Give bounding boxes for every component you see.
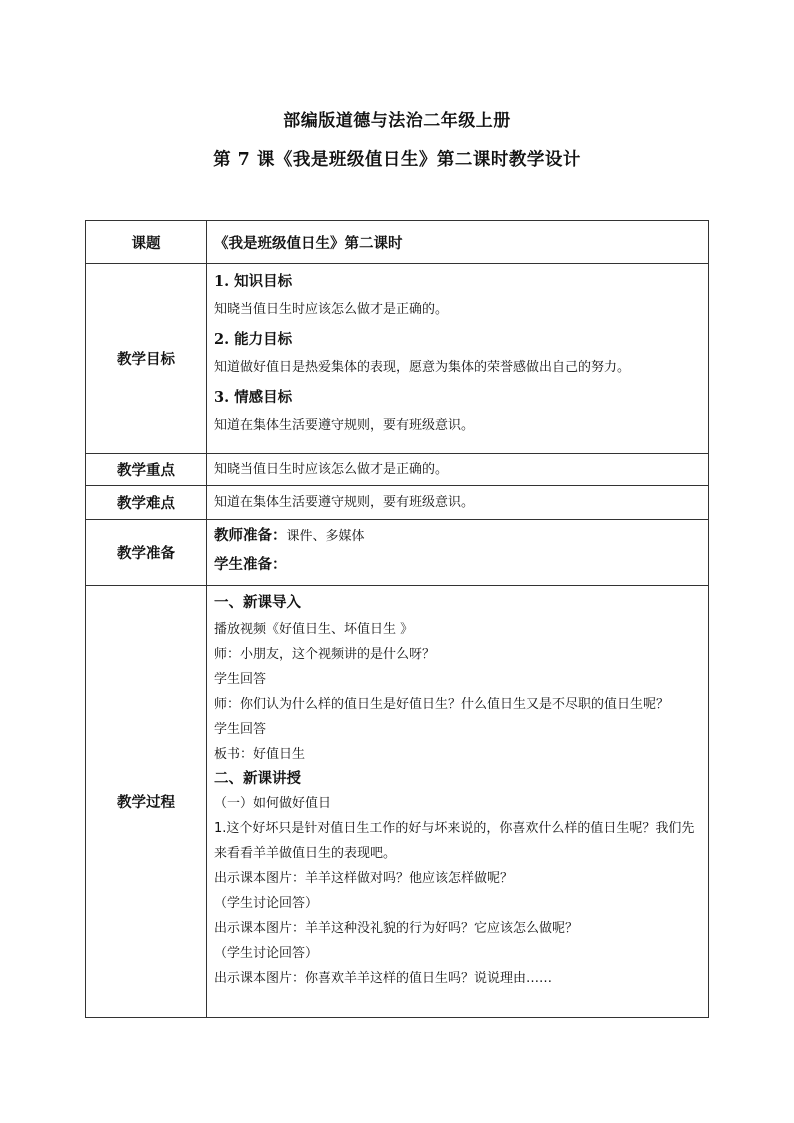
document-subtitle: 第 7 课《我是班级值日生》第二课时教学设计 [213, 150, 581, 170]
topic-text: 《我是班级值日生》第二课时 [214, 234, 403, 252]
process-line: （学生讨论回答） [214, 946, 319, 961]
key-points-text: 知晓当值日生时应该怎么做才是正确的。 [214, 462, 449, 477]
preparation-content [207, 520, 709, 586]
process-line: 出示课本图片：你喜欢羊羊这样的值日生吗？说说理由…… [214, 971, 553, 986]
process-line: 出示课本图片：羊羊这样做对吗？他应该怎样做呢？ [214, 871, 514, 886]
process-line: 学生回答 [214, 672, 267, 687]
document-title: 部编版道德与法治二年级上册 [283, 111, 511, 131]
key-points-content [207, 454, 709, 486]
table-row-topic [86, 221, 709, 264]
objective-1-heading: 1. 知识目标 [214, 273, 293, 290]
difficulties-text: 知道在集体生活要遵守规则，要有班级意识。 [214, 495, 475, 510]
table-row-process [86, 586, 709, 1018]
difficulties-content [207, 486, 709, 520]
table-row-difficulties [86, 486, 709, 520]
teacher-prep-label: 教师准备： [214, 527, 287, 544]
process-line: 1.这个好坏只是针对值日生工作的好与坏来说的，你喜欢什么样的值日生呢？我们先来看看羊羊做值日生的表现吧。 [214, 821, 695, 861]
process-label: 教学过程 [86, 586, 207, 1018]
process-line: 出示课本图片：羊羊这种没礼貌的行为好吗？它应该怎么做呢？ [214, 921, 579, 936]
objective-2-text: 知道做好值日是热爱集体的表现，愿意为集体的荣誉感做出自己的努力。 [214, 360, 631, 375]
objective-1-text: 知晓当值日生时应该怎么做才是正确的。 [214, 302, 449, 317]
process-line: 学生回答 [214, 722, 267, 737]
difficulties-label: 教学难点 [86, 486, 207, 520]
student-prep-label: 学生准备： [214, 556, 287, 573]
process-line: （一）如何做好值日 [214, 796, 332, 811]
lesson-plan-table [85, 220, 709, 1018]
objective-3-text: 知道在集体生活要遵守规则，要有班级意识。 [214, 418, 475, 433]
teacher-prep-line [214, 522, 702, 551]
process-section-2: 二、新课讲授 [214, 770, 301, 787]
topic-value [207, 221, 709, 264]
process-line: 师：小朋友，这个视频讲的是什么呀？ [214, 647, 436, 662]
topic-label: 课题 [86, 221, 207, 264]
process-section-1: 一、新课导入 [214, 594, 301, 611]
objectives-label: 教学目标 [86, 264, 207, 454]
objective-3-heading: 3. 情感目标 [214, 389, 293, 406]
process-content [207, 586, 709, 1018]
process-line: （学生讨论回答） [214, 896, 319, 911]
table-row-objectives [86, 264, 709, 454]
process-line: 播放视频《好值日生、坏值日生 》 [214, 622, 414, 637]
table-row-key-points [86, 454, 709, 486]
objectives-content [207, 264, 709, 454]
process-line: 板书：好值日生 [214, 747, 306, 762]
key-points-label: 教学重点 [86, 454, 207, 486]
teacher-prep-value: 课件、多媒体 [286, 529, 365, 544]
objective-2-heading: 2. 能力目标 [214, 331, 293, 348]
preparation-label: 教学准备 [86, 520, 207, 586]
table-row-preparation [86, 520, 709, 586]
process-line: 师：你们认为什么样的值日生是好值日生？什么值日生又是不尽职的值日生呢？ [214, 697, 670, 712]
